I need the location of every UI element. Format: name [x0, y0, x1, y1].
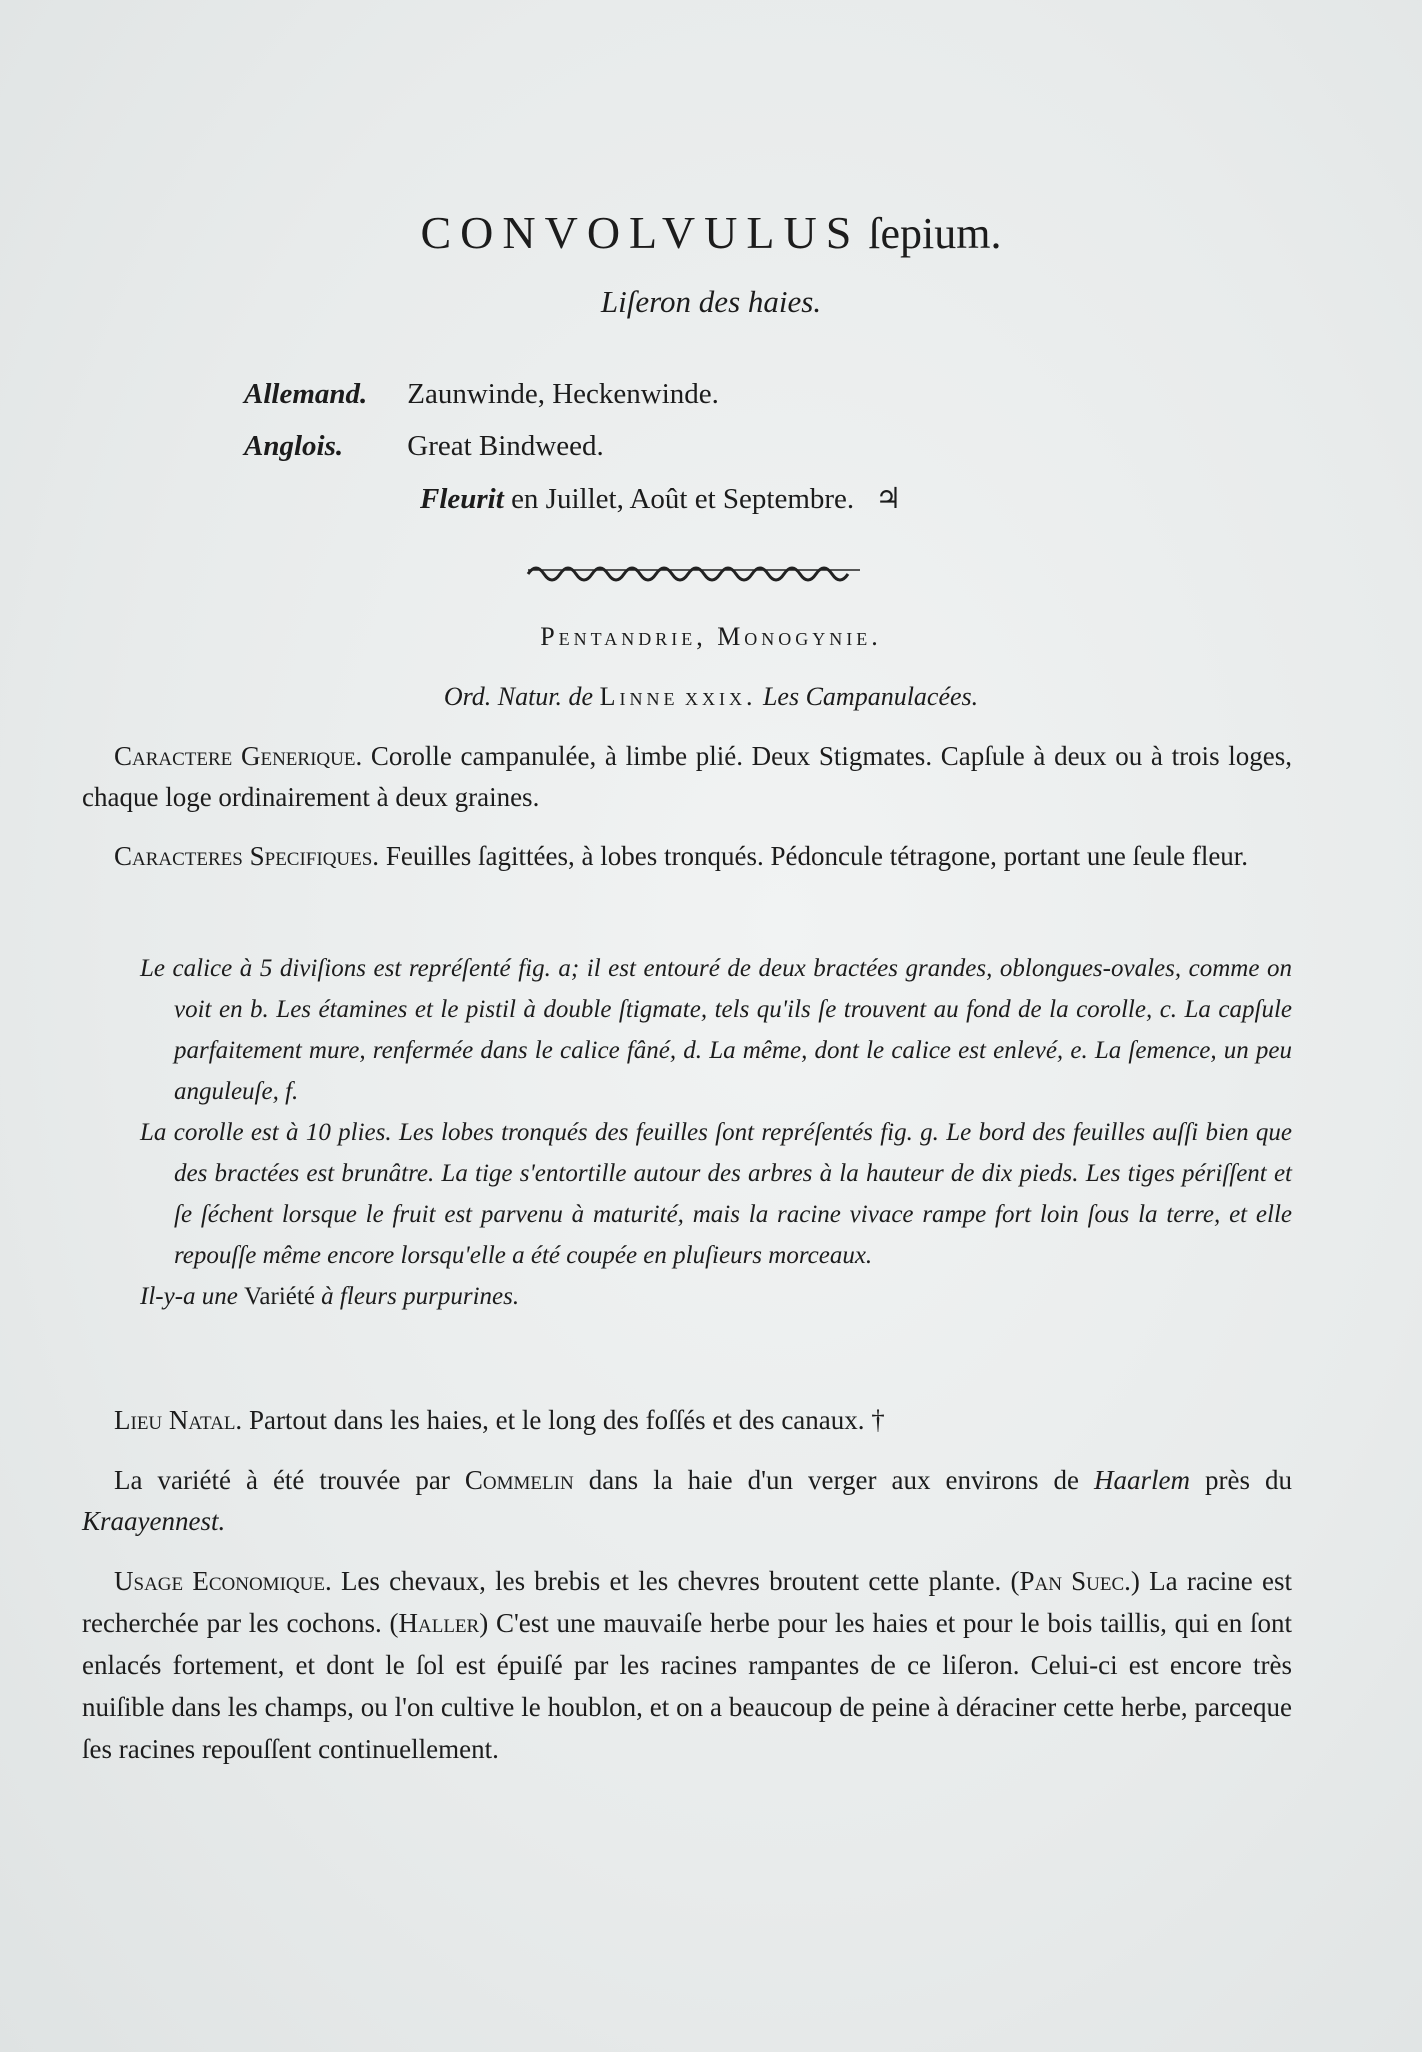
order-prefix: Ord. Natur. de — [443, 682, 594, 711]
variety-prefix: Il-y-a une — [140, 1283, 238, 1310]
language-label: Anglois. — [244, 430, 344, 462]
variety-suffix: à fleurs purpurines. — [321, 1283, 520, 1310]
variety-word: Variété — [244, 1283, 315, 1310]
variety-location — [82, 1460, 1292, 1542]
common-names — [244, 368, 719, 472]
description-paragraph: Le calice à 5 diviſions est repréſenté fig. a; il est entouré de deux bractées grandes, oblongues-ovales, comme on voit en b. Les étamines et le pistil à double ſtigmate, tels qu'ils ſe trouvent au fond de la corolle, c. La capſule parfaitement mure, renfermée dans le calice fâné, d. La même, dont le calice est enlevé, e. La ſemence, un peu anguleuſe, f. — [140, 955, 1292, 1105]
flowering-text: en Juillet, Août et Septembre. — [511, 483, 855, 515]
section-heading: Caracteres Specifiques. — [114, 841, 380, 871]
collector-name: Commelin — [464, 1465, 574, 1495]
section-heading: Usage Economique. — [114, 1566, 332, 1596]
habitat — [82, 1400, 1292, 1441]
generic-character — [82, 736, 1292, 818]
usage-text: C'est une mauvaiſe herbe pour les haies et pour le bois taillis, qui en ſont enlacés fortement, et dont le ſol est épuiſé par les racines rampantes de ce liſeron. Celui-ci est encore très nuiſible dans les champs, ou l'on cultive le houblon, et on a beaucoup de peine à déraciner cette herbe, parceque ſes racines repouſſent continuellement. — [82, 1608, 1293, 1764]
place-name: Haarlem — [1094, 1465, 1191, 1495]
economic-usage — [82, 1560, 1292, 1770]
perennial-symbol: ♃ — [875, 483, 902, 515]
section-heading: Caractere Generique. — [114, 741, 363, 771]
section-text: Feuilles ſagittées, à lobes tronqués. Pédoncule tétragone, portant une ſeule fleur. — [385, 841, 1249, 871]
variety-text: La variété à été trouvée par — [114, 1465, 450, 1495]
specific-character — [82, 836, 1292, 877]
flowering-label: Fleurit — [420, 483, 504, 515]
common-name-german — [244, 368, 719, 420]
genus-name: CONVOLVULUS — [420, 207, 861, 258]
section-heading: Lieu Natal. — [114, 1405, 243, 1435]
reference: (Pan Suec.) — [1010, 1566, 1140, 1596]
species-description — [112, 948, 1292, 1317]
usage-text: Les chevaux, les brebis et les chevres broutent cette plante. — [340, 1566, 1002, 1596]
order-number: xxix. — [684, 682, 757, 711]
variety-text: dans la haie d'un verger aux environs de — [588, 1465, 1079, 1495]
common-name: Great Bindweed. — [407, 430, 604, 462]
species-name: ſepium. — [868, 209, 1002, 258]
section-text: Corolle campanulée, à limbe plié. Deux Stigmates. Capſule à deux ou à trois loges, chaque loge ordinairement à deux graines. — [82, 741, 1292, 812]
habitat-symbol: † — [871, 1405, 885, 1435]
description-paragraph: La corolle est à 10 plies. Les lobes tronqués des feuilles ſont repréſentés fig. g. Le bord des feuilles auſſi bien que des bractées est brunâtre. La tige s'entortille autour des arbres à la hauteur de dix pieds. Les tiges périſſent et ſe ſéchent lorsque le fruit est parvenu à maturité, mais la racine vivace rampe fort loin ſous la terre, et elle repouſſe même encore lorsqu'elle a été coupée en pluſieurs morceaux. — [140, 1119, 1292, 1269]
language-label: Allemand. — [244, 378, 368, 410]
linnaean-class: Pentandrie, Monogynie. — [540, 622, 882, 651]
common-name: Zaunwinde, Heckenwinde. — [407, 378, 719, 410]
place-name: Kraayennest. — [82, 1506, 226, 1536]
reference: (Haller) — [389, 1608, 489, 1638]
plant-title — [0, 206, 1422, 259]
natural-order — [0, 682, 1422, 712]
common-name-english — [244, 420, 719, 472]
order-author: Linne — [599, 682, 679, 711]
flowering-period — [420, 481, 901, 516]
variety-note — [112, 1276, 1292, 1317]
usage-text: La racine est recherchée par les cochons. — [82, 1566, 1293, 1638]
french-name: Liſeron des haies. — [600, 284, 822, 319]
ornament-divider — [524, 560, 864, 584]
order-family: Les Campanulacées. — [762, 682, 979, 711]
variety-text: près du — [1205, 1465, 1293, 1495]
section-text: Partout dans les haies, et le long des foſſés et des canaux. — [248, 1405, 865, 1435]
